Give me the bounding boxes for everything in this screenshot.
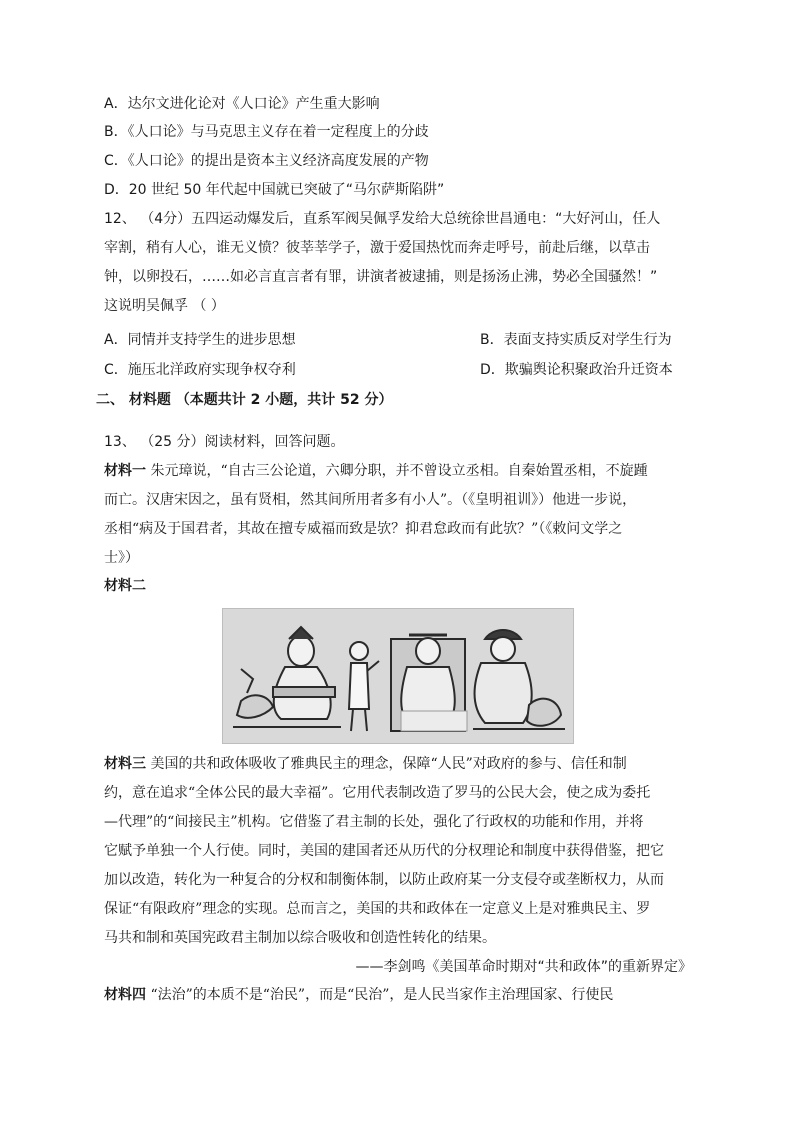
material-2-illustration — [222, 608, 574, 744]
q12-option-a: A．同情并支持学生的进步思想 — [104, 332, 296, 348]
material-1-line-4: 士》） — [104, 550, 139, 566]
q12-stem-line-2: 宰割，稍有人心，谁无义愤？彼莘莘学子，激于爱国热忱而奔走呼号，前赴后继，以草击 — [104, 240, 650, 256]
material-3-line-1 — [104, 754, 627, 774]
material-4-label: 材料四 — [104, 987, 146, 1003]
material-3-line-4: 它赋予单独一个人行使。同时，美国的建国者还从历代的分权理论和制度中获得借鉴，把它 — [104, 843, 664, 859]
q12-stem-line-3: 钟，以卵投石，……如必言直言者有罪，讲演者被逮捕，则是扬汤止沸，势必全国骚然！” — [104, 269, 658, 285]
q11-option-b: B．《人口论》与马克思主义存在着一定程度上的分歧 — [104, 124, 429, 140]
material-3-line-6: 保证“有限政府”理念的实现。总而言之，美国的共和政体在一定意义上是对雅典民主、罗 — [104, 901, 651, 917]
material-3-line-3: —代理”的“间接民主”机构。它借鉴了君主制的长处，强化了行政权的功能和作用，并将 — [104, 814, 644, 830]
q11-option-d: D．20 世纪 50 年代起中国就已突破了“马尔萨斯陷阱” — [104, 182, 445, 198]
material-3-line-5: 加以改造，转化为一种复合的分权和制衡体制，以防止政府某一分支侵夺或垄断权力，从而 — [104, 872, 664, 888]
material-3-line-2: 约，意在追求“全体公民的最大幸福”。它用代表制改造了罗马的公民大会，使之成为委托 — [104, 785, 651, 801]
material-4-text: “法治”的本质不是“治民”，而是“民治”，是人民当家作主治理国家、行使民 — [146, 987, 614, 1003]
material-3-text: 美国的共和政体吸收了雅典民主的理念，保障“人民”对政府的参与、信任和制 — [146, 756, 627, 772]
material-1-line-1 — [104, 461, 648, 481]
q11-option-c: C．《人口论》的提出是资本主义经济高度发展的产物 — [104, 153, 429, 169]
q12-stem-line-4: 这说明吴佩孚 （ ） — [104, 298, 225, 314]
q13-intro: 13、 （25 分）阅读材料，回答问题。 — [104, 434, 345, 450]
material-1-text: 朱元璋说，“自古三公论道，六卿分职，并不曾设立丞相。自秦始置丞相，不旋踵 — [146, 463, 648, 479]
material-1-line-2: 而亡。汉唐宋因之，虽有贤相，然其间所用者多有小人”。（《皇明祖训》）他进一步说， — [104, 492, 637, 508]
q12-option-d: D．欺骗舆论积聚政治升迁资本 — [480, 362, 673, 378]
material-4-line-1 — [104, 985, 613, 1005]
material-1-label: 材料一 — [104, 463, 146, 479]
q12-option-c: C．施压北洋政府实现争权夺利 — [104, 362, 296, 378]
q12-option-b: B．表面支持实质反对学生行为 — [480, 332, 672, 348]
material-1-line-3: 丞相“病及于国君者，其故在擅专威福而致是欤？抑君怠政而有此欤？”（《敕问文学之 — [104, 521, 623, 537]
material-3-source: ——李剑鸣《美国革命时期对“共和政体”的重新界定》 — [355, 959, 692, 975]
material-3-line-7: 马共和制和英国宪政君主制加以综合吸收和创造性转化的结果。 — [104, 930, 496, 946]
material-3-label: 材料三 — [104, 756, 146, 772]
section-heading: 二、 材料题 （本题共计 2 小题，共计 52 分） — [96, 392, 393, 408]
q11-option-a: A．达尔文进化论对《人口论》产生重大影响 — [104, 96, 380, 112]
q12-stem-line-1: 12、 （4分）五四运动爆发后，直系军阀吴佩孚发给大总统徐世昌通电：“大好河山，任人 — [104, 211, 661, 227]
material-2-label: 材料二 — [104, 578, 146, 594]
